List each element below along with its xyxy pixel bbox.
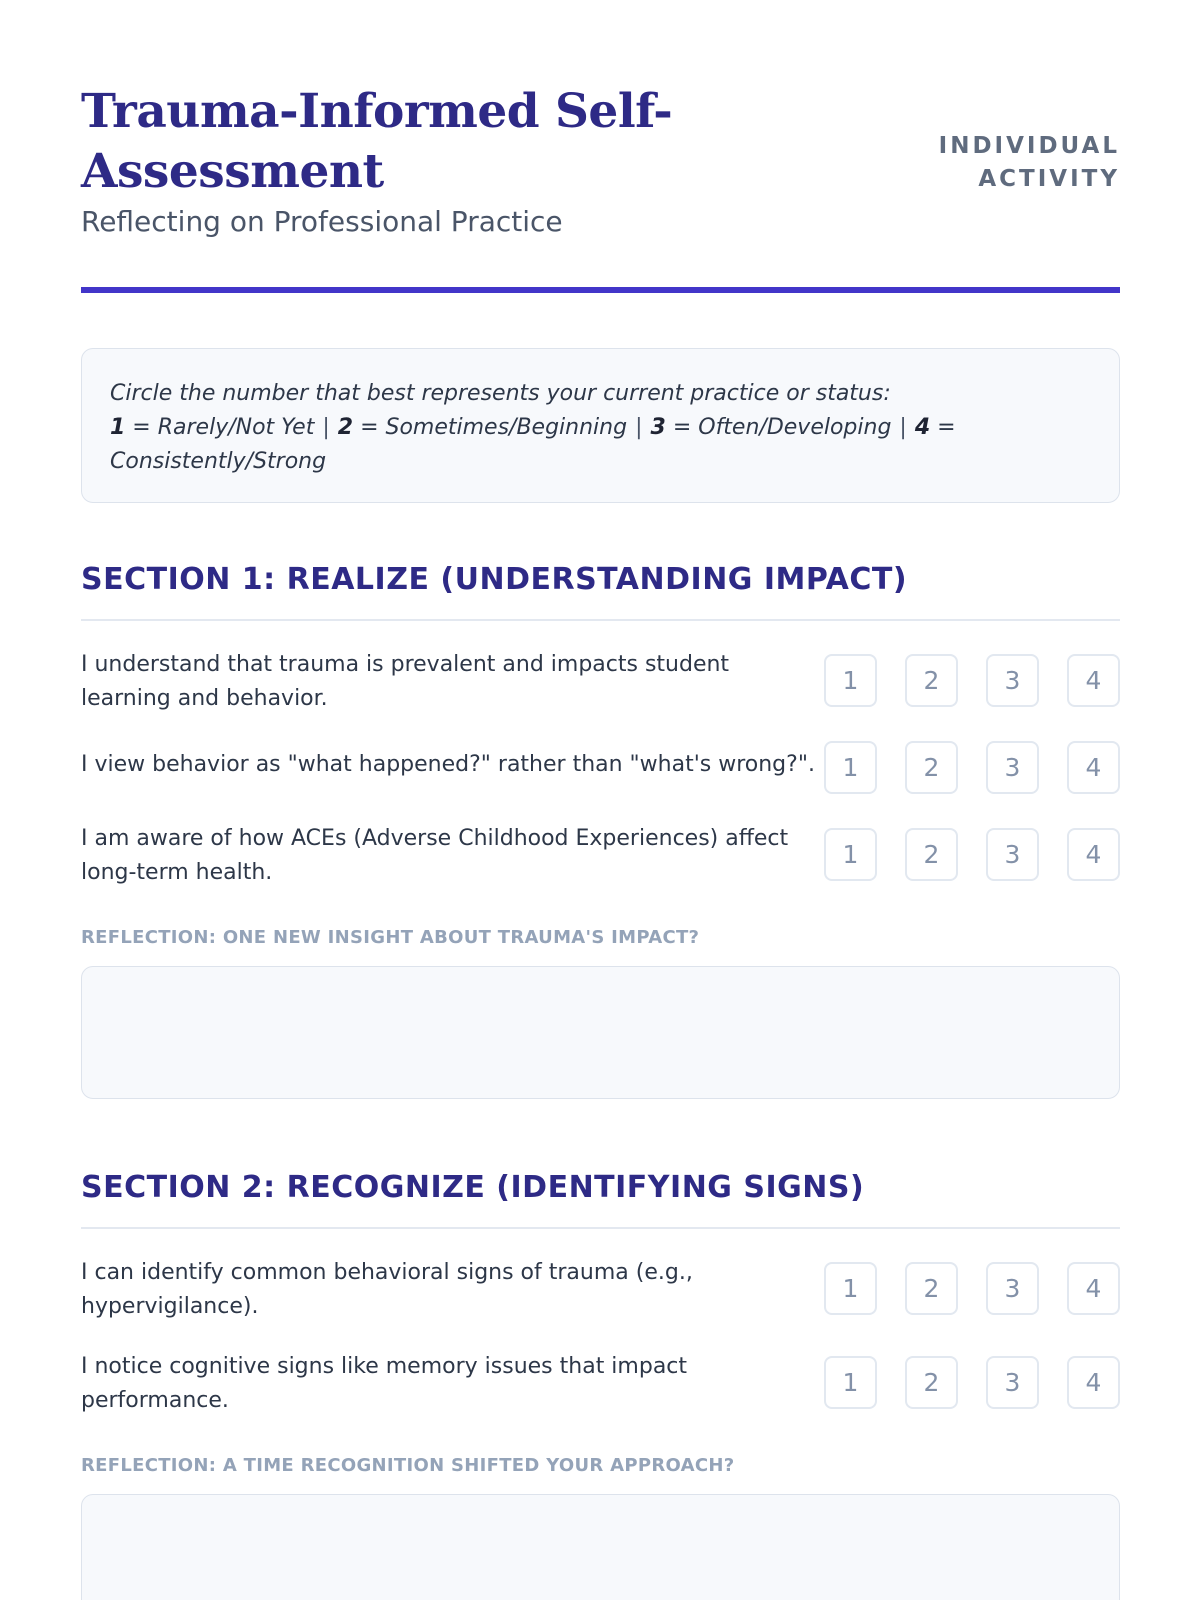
reflection-input-2[interactable]	[81, 1494, 1120, 1600]
header-divider	[81, 287, 1120, 293]
rating-item	[81, 735, 1120, 795]
scale-num-3: 3	[650, 415, 666, 440]
rating-scale	[824, 1262, 1120, 1315]
instructions-scale	[110, 411, 1091, 479]
page-subtitle: Reflecting on Professional Practice	[81, 205, 563, 238]
rating-scale	[824, 654, 1120, 707]
scale-separator: |	[899, 415, 907, 440]
rating-option-3[interactable]: 3	[986, 1356, 1039, 1409]
scale-label-3: = Often/Developing	[665, 415, 892, 440]
scale-num-2: 2	[337, 415, 354, 440]
rating-option-4[interactable]: 4	[1067, 741, 1120, 794]
rating-option-3[interactable]: 3	[986, 1262, 1039, 1315]
activity-tag	[939, 130, 1120, 196]
assessment-page	[81, 0, 1120, 1476]
rating-option-1[interactable]: 1	[824, 654, 877, 707]
rating-option-1[interactable]: 1	[824, 1262, 877, 1315]
scale-label-2: = Sometimes/Beginning	[353, 415, 628, 440]
reflection-label-2: REFLECTION: A TIME RECOGNITION SHIFTED YOUR APPROACH?	[81, 1455, 735, 1476]
rating-option-2[interactable]: 2	[905, 1262, 958, 1315]
scale-separator: |	[322, 415, 330, 440]
page-title: Trauma-Informed Self-Assessment	[81, 84, 673, 199]
activity-tag-line2: ACTIVITY	[978, 166, 1120, 192]
rating-option-3[interactable]: 3	[986, 741, 1039, 794]
rating-scale	[824, 828, 1120, 881]
rating-option-3[interactable]: 3	[986, 654, 1039, 707]
rating-option-1[interactable]: 1	[824, 828, 877, 881]
scale-label-1: = Rarely/Not Yet	[125, 415, 315, 440]
rating-option-4[interactable]: 4	[1067, 828, 1120, 881]
rating-item-text: I can identify common behavioral signs of trauma (e.g., hypervigilance).	[81, 1260, 693, 1319]
rating-option-3[interactable]: 3	[986, 828, 1039, 881]
rating-item	[81, 1256, 1120, 1319]
rating-item	[81, 1350, 1120, 1413]
section-1-title: SECTION 1: REALIZE (UNDERSTANDING IMPACT)	[81, 562, 1120, 621]
rating-item-text: I view behavior as "what happened?" rather than "what's wrong?".	[81, 752, 815, 777]
rating-option-4[interactable]: 4	[1067, 654, 1120, 707]
scale-separator: |	[635, 415, 643, 440]
page-header	[81, 0, 1120, 295]
rating-option-2[interactable]: 2	[905, 1356, 958, 1409]
instructions-box	[81, 348, 1120, 503]
activity-tag-line1: INDIVIDUAL	[938, 133, 1120, 159]
scale-label-4: = Consistently/Strong	[110, 415, 956, 474]
reflection-label-1: REFLECTION: ONE NEW INSIGHT ABOUT TRAUMA'S IMPACT?	[81, 927, 700, 948]
scale-num-4: 4	[914, 415, 931, 440]
rating-option-2[interactable]: 2	[905, 828, 958, 881]
rating-option-1[interactable]: 1	[824, 741, 877, 794]
section-2-title: SECTION 2: RECOGNIZE (IDENTIFYING SIGNS)	[81, 1170, 1120, 1229]
reflection-input-1[interactable]	[81, 966, 1120, 1099]
rating-option-4[interactable]: 4	[1067, 1262, 1120, 1315]
scale-num-1: 1	[110, 415, 126, 440]
rating-item-text: I understand that trauma is prevalent and impacts student learning and behavior.	[81, 652, 730, 711]
instructions-intro: Circle the number that best represents your current practice or status:	[110, 381, 891, 406]
rating-option-2[interactable]: 2	[905, 741, 958, 794]
rating-item	[81, 648, 1120, 711]
rating-scale	[824, 741, 1120, 794]
rating-option-2[interactable]: 2	[905, 654, 958, 707]
rating-option-1[interactable]: 1	[824, 1356, 877, 1409]
rating-item-text: I notice cognitive signs like memory issues that impact performance.	[81, 1354, 688, 1413]
rating-scale	[824, 1356, 1120, 1409]
rating-item-text: I am aware of how ACEs (Adverse Childhood Experiences) affect long-term health.	[81, 826, 789, 885]
rating-option-4[interactable]: 4	[1067, 1356, 1120, 1409]
rating-item	[81, 822, 1120, 885]
